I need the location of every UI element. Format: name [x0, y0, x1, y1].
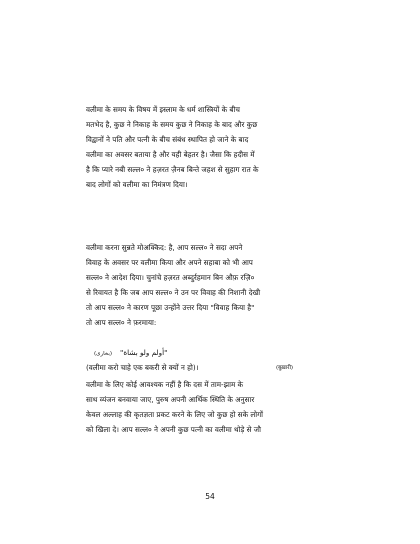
quote-translation: (वलीमा करो चाहे एक बकरी से क्यों न हो)।: [86, 363, 199, 372]
text-line: विद्वानों ने पति और पत्नी के बीच संबंध स्थापित हो जाने के बाद: [86, 135, 249, 144]
text-line: को खिला दे। आप सल्ल० ने अपनी कुछ पत्नी का वलीमा थोड़े से जौ: [86, 425, 261, 434]
text-line: वलीमा का अवसर बताया है और यही बेहतर है। जैसा कि हदीस में: [86, 150, 255, 159]
text-line: सल्ल० ने आदेश दिया। चुनांचे हज़रत अब्दुर्रहमान बिन औफ़ रज़ि०: [86, 273, 255, 282]
paragraph-walima-modesty: [86, 377, 344, 437]
text-line: तो आप सल्ल० ने फ़रमाया:: [86, 318, 157, 327]
text-line: केवल अल्लाह की कृतज्ञता प्रकट करने के लिए जो कुछ हो सके लोगों: [86, 410, 264, 419]
text-line: मतभेद है, कुछ ने निकाह के समय कुछ ने निकाह के बाद और कुछ: [86, 120, 258, 129]
paragraph-walima-timing: [86, 102, 344, 192]
paragraph-walima-sunnah: [86, 240, 344, 330]
text-line: तो आप सल्ल० ने कारण पूछा उन्होंने उत्तर दिया "विवाह किया है": [86, 303, 255, 312]
text-line: बाद लोगों को वलीमा का निमंत्रण दिया।: [86, 180, 188, 189]
arabic-source: (بخاری): [94, 351, 113, 357]
quote-reference: (बुख़ारी): [276, 365, 294, 371]
quote-translation-line: [86, 361, 344, 375]
page-number: 54: [205, 492, 215, 501]
arabic-quote-text: "أولم ولو بشاة": [120, 348, 168, 357]
text-line: वलीमा करना सुन्नते मोअक्किद: है, आप सल्ल० ने सदा अपने: [86, 243, 243, 252]
text-line: साथ व्यंजन बनवाया जाए, पुरुष अपनी आर्थिक स्थिति के अनुसार: [86, 395, 255, 404]
text-line: से रिवायत है कि जब आप सल्ल० ने उन पर विवाह की निशानी देखी: [86, 288, 261, 297]
arabic-hadith-quote: [86, 346, 344, 361]
text-line: वलीमा के समय के विषय में इस्लाम के धर्म शास्त्रियों के बीच: [86, 105, 240, 114]
text-line: विवाह के अवसर पर वलीमा किया और अपने सहाबा को भी आप: [86, 258, 253, 267]
text-line: वलीमा के लिए कोई आवश्यक नहीं है कि दस में ताम-झाम के: [86, 380, 244, 389]
text-line: है कि प्यारे नबी सल्ल० ने हज़रत ज़ैनब बिन्ते जहश से सुहाग रात के: [86, 165, 259, 174]
